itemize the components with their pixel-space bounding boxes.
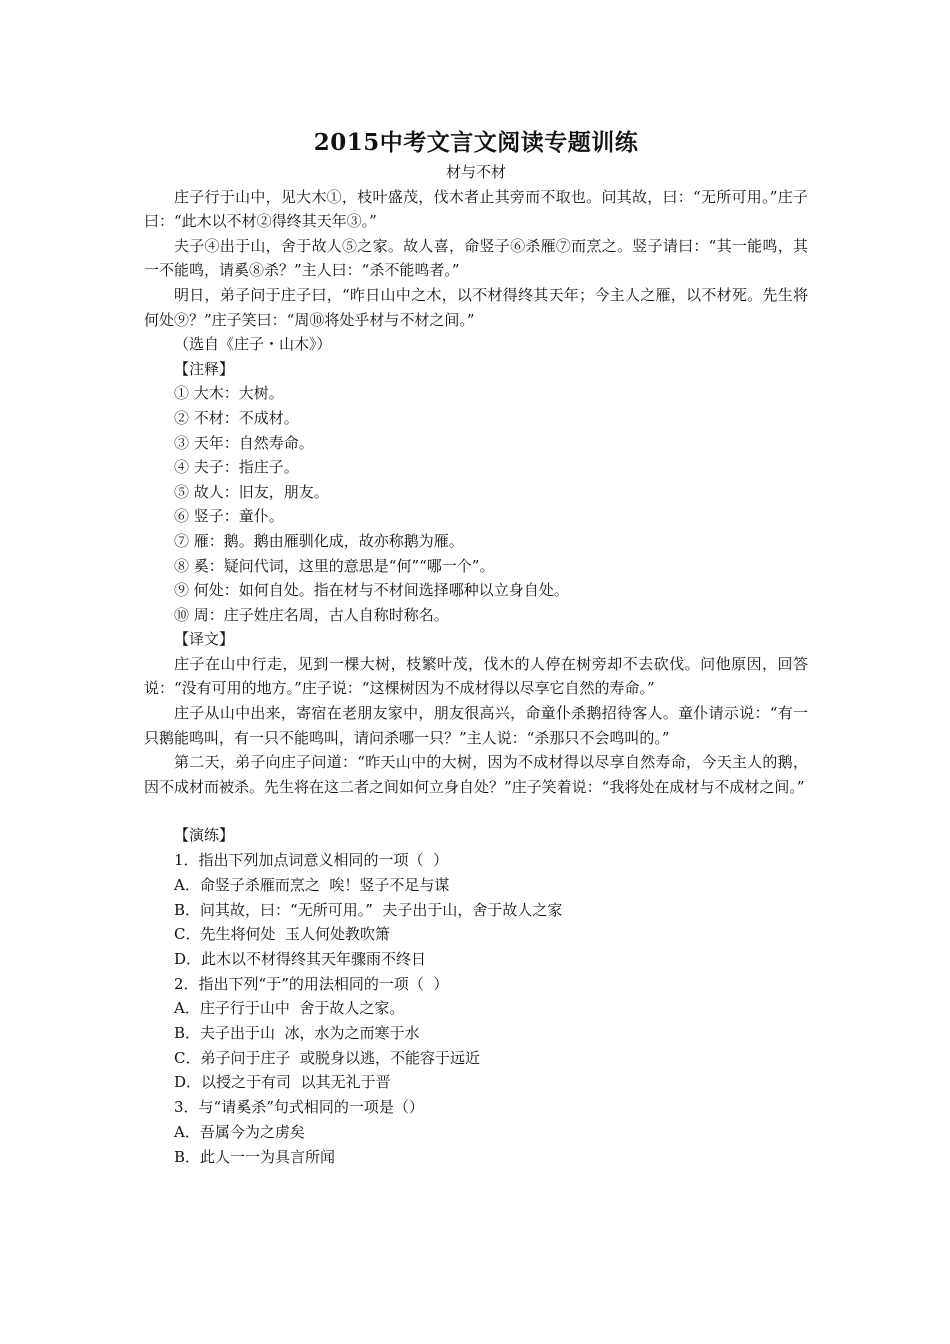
notes-heading: 【注释】	[174, 359, 235, 378]
note-item: ③ 天年：自然寿命。	[174, 433, 314, 452]
exercise-option: C．弟子问于庄子 或脱身以逃，不能容于远近	[174, 1048, 481, 1067]
exercise-option: B．此人一一为具言所闻	[174, 1147, 336, 1166]
original-paragraph-3: 明日，弟子问于庄子曰，“昨日山中之木，以不材得终其天年；今主人之雁，以不材死。先生将何处⑨？”庄子笑曰：“周⑩将处乎材与不材之间。”	[144, 285, 808, 329]
section-spacer	[144, 799, 808, 823]
original-paragraph-1: 庄子行于山中，见大木①，枝叶盛茂，伐木者止其旁而不取也。问其故，曰：“无所可用。”庄子曰：“此木以不材②得终其天年③。”	[144, 187, 808, 231]
note-item: ⑨ 何处：如何自处。指在材与不材间选择哪种以立身自处。	[174, 581, 569, 600]
translation-paragraph-2: 庄子从山中出来，寄宿在老朋友家中，朋友很高兴，命童仆杀鹅招待客人。童仆请示说：“有一只鹅能鸣叫，有一只不能鸣叫，请问杀哪一只？”主人说：“杀那只不会鸣叫的。”	[144, 704, 808, 747]
note-item: ⑤ 故人：旧友，朋友。	[174, 482, 329, 501]
note-item: ④ 夫子：指庄子。	[174, 458, 299, 477]
exercise-option: A．吾属今为之虏矣	[174, 1122, 305, 1141]
exercise-option: C．先生将何处 玉人何处教吹箫	[174, 925, 391, 944]
exercise-option: A．庄子行于山中 舍于故人之家。	[174, 999, 405, 1018]
exercise-option: B．问其故，曰：“无所可用。” 夫子出于山，舍于故人之家	[174, 900, 563, 919]
note-item: ① 大木：大树。	[174, 384, 284, 403]
exercise-heading: 【演练】	[174, 826, 235, 845]
note-item: ⑦ 雁：鹅。鹅由雁驯化成，故亦称鹅为雁。	[174, 531, 464, 550]
original-paragraph-2: 夫子④出于山，舍于故人⑤之家。故人喜，命竖子⑥杀雁⑦而烹之。竖子请曰：“其一能鸣，其一不能鸣，请奚⑧杀？”主人曰：“杀不能鸣者。”	[144, 236, 808, 280]
translation-paragraph-1: 庄子在山中行走，见到一棵大树，枝繁叶茂，伐木的人停在树旁却不去砍伐。问他原因，回答说：“没有可用的地方。”庄子说：“这棵树因为不成材得以尽享它自然的寿命。”	[144, 654, 808, 698]
document-body	[144, 126, 808, 1169]
translation-paragraph-3: 第二天，弟子向庄子问道：“昨天山中的大树，因为不成材得以尽享自然寿命，今天主人的鹅，因不成材而被杀。先生将在这二者之间如何立身自处？”庄子笑着说：“我将处在成材与不成材之间。”	[144, 753, 808, 796]
exercise-question: 2．指出下列“于”的用法相同的一项（ ）	[174, 974, 449, 993]
exercise-option: D．以授之于有司 以其无礼于晋	[174, 1073, 391, 1092]
source-citation: （选自《庄子・山木》）	[174, 335, 332, 354]
exercise-option: D．此木以不材得终其天年骤雨不终日	[174, 949, 427, 968]
exercise-option: A．命竖子杀雁而烹之 唉！竖子不足与谋	[174, 875, 450, 894]
note-item: ⑧ 奚：疑问代词，这里的意思是“何”“哪一个”。	[174, 556, 495, 575]
note-item: ② 不材：不成材。	[174, 408, 299, 427]
note-item: ⑩ 周：庄子姓庄名周，古人自称时称名。	[174, 605, 449, 624]
exercise-question: 1．指出下列加点词意义相同的一项（ ）	[174, 851, 449, 870]
exercise-question: 3．与“请奚杀”句式相同的一项是（）	[174, 1098, 424, 1117]
exercise-option: B．夫子出于山 冰，水为之而寒于水	[174, 1024, 420, 1043]
page-title: 2015中考文言文阅读专题训练	[313, 129, 639, 156]
translation-heading: 【译文】	[174, 630, 235, 649]
note-item: ⑥ 竖子：童仆。	[174, 507, 284, 526]
passage-title: 材与不材	[445, 163, 506, 181]
